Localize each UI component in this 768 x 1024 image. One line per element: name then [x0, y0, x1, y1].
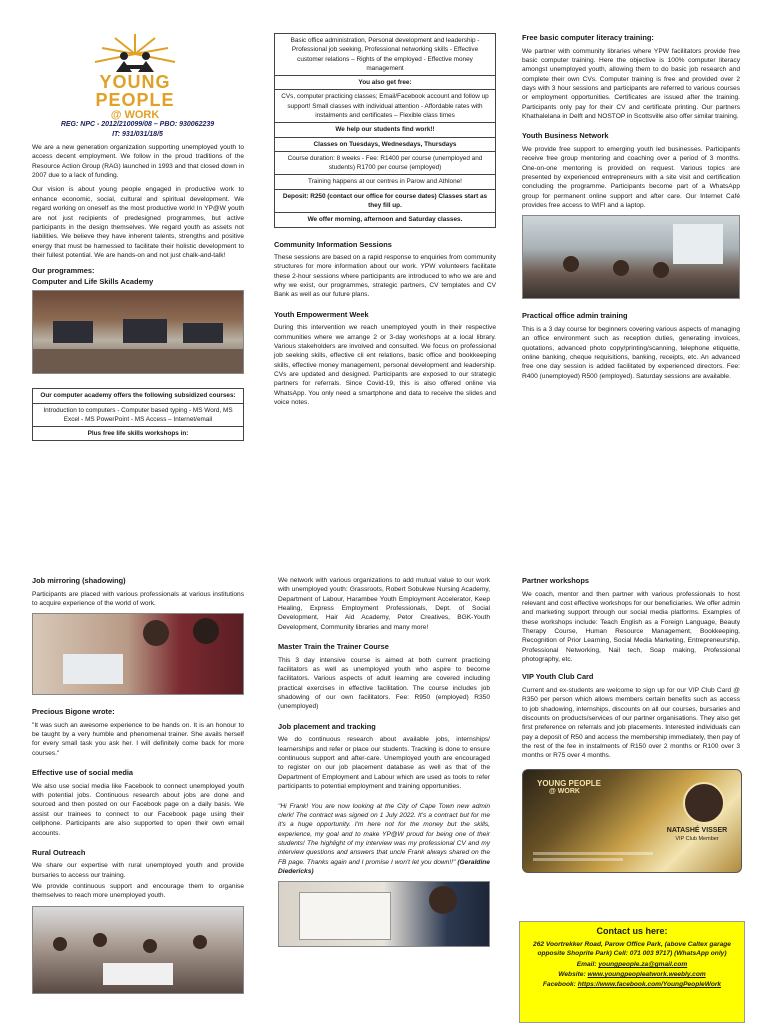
course-table-row: We help our students find work!! [275, 123, 496, 137]
column-3 [522, 33, 740, 386]
poat-heading: Practical office admin training [522, 311, 628, 321]
course-table-row: You also get free: [275, 76, 496, 90]
photo-rural-outreach [32, 906, 244, 994]
academy-table-row: Our computer academy offers the following subsidized courses: [33, 389, 244, 403]
contact-website-line [520, 970, 744, 980]
avatar [683, 782, 725, 824]
registration-info [30, 120, 245, 140]
pb-heading: Precious Bigone wrote: [32, 707, 115, 717]
ro-text-1: We share our expertise with rural unemployed youth and provide bursaries to access our training. [32, 862, 244, 879]
pb-text: "It was such an awesome experience to be hands on. It is an honour to be taught by a very humble and phenomenal trainer. She avails herself for every small task you ask her. I will definitely come back for more courses." [32, 721, 244, 757]
intro-paragraph-1: We are a new generation organization supporting unemployed youth to access decent employment. We follow in the proud traditions of the Resource Action Group (RAG) launched in 1993 and that closed down in 2007 due to a lack of funding. [32, 144, 244, 180]
contact-address: 262 Voortrekker Road, Parow Office Park, (above Caltex garage opposite Shoprite Park) Cell: 071 003 9717) (WhatsApp only) [533, 940, 731, 958]
vip-heading: VIP Youth Club Card [522, 672, 594, 682]
course-table-row: We offer morning, afternoon and Saturday classes. [275, 213, 496, 227]
poat-text: This is a 3 day course for beginners covering various aspects of managing an office environment such as reception duties, generating invoices, quotations, advanced photo copy/printing/scanning, telephone etiquette, online banking, cheque requisitions, banking, receipts, etc. An advanced free one day session is added facilitated by experienced directors. Fee: R400 (unemployed) R500 (employed). Saturday sessions are available. [522, 325, 740, 380]
sm-text: We also use social media like Facebook to connect unemployed youth with potential jobs. Continuous research about jobs are done and sourced and then posted on our Facebook page on a daily basis. We assist our trainees to connect to our Facebook page using their cellphone. Participants are also supported to open their own email accounts. [32, 782, 244, 837]
academy-courses-table [32, 388, 244, 441]
yew-heading: Youth Empowerment Week [274, 309, 369, 319]
contact-box [519, 921, 745, 1023]
website-link[interactable]: www.youngpeopleatwork.weebly.com [587, 971, 706, 979]
jm-text: Participants are placed with various professionals at various institutions to acquire experience of the world of work. [32, 590, 244, 607]
reg-line-2: IT: 931/031/18/5 [112, 130, 163, 138]
ybn-heading: Youth Business Network [522, 131, 609, 141]
ro-text-2: We provide continuous support and encourage them to organise themselves to reach more unemployed youth. [32, 883, 244, 900]
card-member-name: NATASHÉ VISSER [666, 826, 728, 834]
contact-email-line [520, 960, 744, 970]
cis-text: These sessions are based on a rapid response to enquiries from community structures for more information about our work. YPW volunteers facilitate these 2-hour sessions where participants are introduced to who we are and why we exist, our programmes, strategic partners, CV templates and CV Bank as well as our future plans. [274, 254, 496, 299]
pw-text: We coach, mentor and then partner with various professionals to host relevant and cost effective workshops for our beneficiaries. We offer admin and marketing support through our social media platforms. Examples of these workshops include: Teach English as a Foreign Language, Beauty Therapy Course, Human Resource Management, Bookkeeping, Recognition of Prior Learning, Social Media Marketing, Entrepreneurship, Professional Networking, Nail tech, Soap making, Professional photography, etc. [522, 590, 740, 664]
contact-facebook-line [520, 980, 744, 990]
column-1 [32, 143, 244, 441]
fbcl-text: We partner with community libraries where YPW facilitators provide free basic computer training. Here the objective is 100% computer literacy amongst unemployed youth, allowing them to do basic job research and complete their own CVs. Computer training is free and provided over 2 days with 3 hour sessions and participants are referred to various courses or employment opportunities. Certificates are issued after the training. Participants only pay for their CV and certificate printing. Our partners Khathalelana in Delft and NOSTOP in Scottsville also offer similar training. [522, 47, 740, 121]
jpt-heading: Job placement and tracking [278, 721, 376, 731]
intro-paragraph-2: Our vision is about young people engaged in productive work to enhance economic, social, cultural and spiritual development. We regard working on oneself as the most productive work! In YP@W youth are not just recipients of predesigned programmes, but active participants in the design themselves. We regard youth as assets not liabilities. We believe they have inherent talents, strengths and positive energy that must be harnessed to facilitate their holistic development to their fullest potential. We are hands-on and not just chalk-and-talk! [32, 186, 244, 259]
logo-text-people: PEOPLE [95, 90, 175, 110]
ybn-text: We provide free support to emerging youth led businesses. Participants receive free group mentoring and coaching over a period of 3 months. One-on-one mentoring is provided on request. Various topics are presented by experienced entrepreneurs with a site visit and certification concluding the programme. Participants become part of a WhatsApp group for permanent online support and after care. Our Internet Café provides free access to WIFI and a laptop. [522, 145, 740, 210]
academy-table-row: Plus free life skills workshops in: [33, 427, 244, 441]
academy-heading: Computer and Life Skills Academy [32, 276, 154, 286]
column-5 [278, 576, 490, 947]
website-label: Website: [558, 971, 588, 979]
course-table-row: CVs, computer practicing classes; Email/Facebook account and follow up support! Small classes with individual attention - Affordable rates with instalments and certificates – Flexible class times [275, 90, 496, 123]
column-4 [32, 576, 244, 994]
quote-text: "Hi Frank! You are now looking at the City of Cape Town new admin clerk! The contract was signed on 1 July 2022. It's a contract but for me it's a huge opportunity. I'm here not for the money but the skills, experience, my goal and to make YP@W proud for being one of their students! The highlight of my interview was my professional CV and my interview questions and answers that uncle Frank always shared on the FB page. Thanks again and I promise I won't let you down!!" [278, 802, 490, 866]
card-member-sub: VIP Club Member [675, 835, 719, 842]
contact-title: Contact us here: [596, 926, 668, 936]
jpt-text: We do continuous research about available jobs, internships/ learnerships and refer or place our students. Tracking is done to ensure continuous support and after-care. Unemployed youth are encouraged to register on our job placement database as well as that of the Department of Employment and Labour which are used as tools to refer participants to potential employment and training opportunities. [278, 736, 490, 791]
jm-heading: Job mirroring (shadowing) [32, 576, 126, 585]
column-6 [522, 576, 740, 873]
photo-business-network [522, 215, 740, 299]
pw-heading: Partner workshops [522, 576, 589, 585]
course-table-row: Training happens at our centres in Parow and Athlone! [275, 175, 496, 189]
vip-text: Current and ex-students are welcome to sign up for our VIP Club Card @ R350 per person which allows members certain benefits such as access to job shadowing, internships, discounts on all our courses, bursaries and discounts on products/services of our partner organisations. They also get first preference on referrals and job placements. Interested individuals can pay a deposit of R50 and access the membership immediately, then pay of the rest of the fee in instalments of R150 over 2 months or R100 over 3 months or R75 over 4 months. [522, 686, 740, 760]
course-info-table [274, 33, 496, 228]
logo-figures-icon [80, 32, 190, 77]
mtt-text: This 3 day intensive course is aimed at both current practicing facilitators as well as unemployed youth who aspire to become facilitators. Various aspects of adult learning are covered including practical exercises in effective facilitation. The course includes job shadowing of our own facilitators. Fee: R950 (employed) R350 (unemployed) [278, 656, 490, 711]
fbcl-heading: Free basic computer literacy training: [522, 33, 654, 42]
cis-heading: Community Information Sessions [274, 239, 392, 249]
quote-author: (Geraldine Diedericks) [278, 858, 490, 876]
course-table-row: Course duration: 8 weeks - Fee: R1400 per course (unemployed and students) R1700 per course (employed) [275, 151, 496, 175]
programmes-heading: Our programmes: [32, 266, 95, 276]
column-2 [274, 33, 496, 413]
vip-club-card [522, 769, 742, 873]
course-table-row: Classes on Tuesdays, Wednesdays, Thursdays [275, 137, 496, 151]
photo-job-placement [278, 881, 490, 947]
email-link[interactable]: youngpeople.za@gmail.com [598, 961, 688, 969]
card-logo-text-2: @ WORK [549, 787, 580, 795]
yew-text: During this intervention we reach unemployed youth in their respective communities where we arrange 2 or 3-day workshops at a local library. Various stakeholders are involved and consulted. We focus on professional job seeking skills, effective cli ent relations, basic office and bookkeeping skills, effective money management, personal development and leadership. CVs are updated and designed. Participants are exposed to our strategic partners for referrals. Since Covid-19, this is also offered online via WhatsApp. You only need a smartphone and data to receive the slides and voice notes. [274, 324, 496, 407]
course-table-row: Deposit: R250 (contact our office for course dates) Classes start as they fill up. [275, 189, 496, 213]
logo [80, 32, 190, 122]
mtt-heading: Master Train the Trainer Course [278, 642, 389, 652]
photo-computer-lab [32, 290, 244, 374]
sm-heading: Effective use of social media [32, 768, 134, 778]
academy-table-row: Introduction to computers - Computer based typing - MS Word, MS Excel - MS PowerPoint - MS Access – Internet/email [33, 403, 244, 427]
network-text: We network with various organizations to add mutual value to our work with unemployed youth: Grassroots, Robert Sobukwe Nursing Academy, Department of Labour, Harambee Youth Employment Accelerator, Keep Healing, Express Employment Professionals, Dept. of Social Development, Hair Aid Academy, Petor Creatives, BGK-Youth Development, Community libraries and many more! [278, 577, 490, 631]
email-label: Email: [576, 961, 599, 969]
logo-text-young: YOUNG [99, 72, 171, 92]
logo-text-work: @ WORK [110, 109, 160, 121]
facebook-link[interactable]: https://www.facebook.com/YoungPeopleWork [577, 981, 722, 989]
card-logo-text-1: YOUNG PEOPLE [537, 778, 602, 788]
ro-heading: Rural Outreach [32, 847, 86, 857]
reg-line-1: REG: NPC - 2012/210099/08 – PBO: 930062239 [60, 121, 215, 128]
course-table-row: Basic office administration, Personal development and leadership - Professional job seeking, Professional networking skills - Effective customer relations – Rights of the employed - Effective money management [275, 34, 496, 76]
photo-job-mirroring [32, 613, 244, 695]
testimonial-quote [278, 802, 490, 877]
facebook-label: Facebook: [542, 981, 578, 989]
